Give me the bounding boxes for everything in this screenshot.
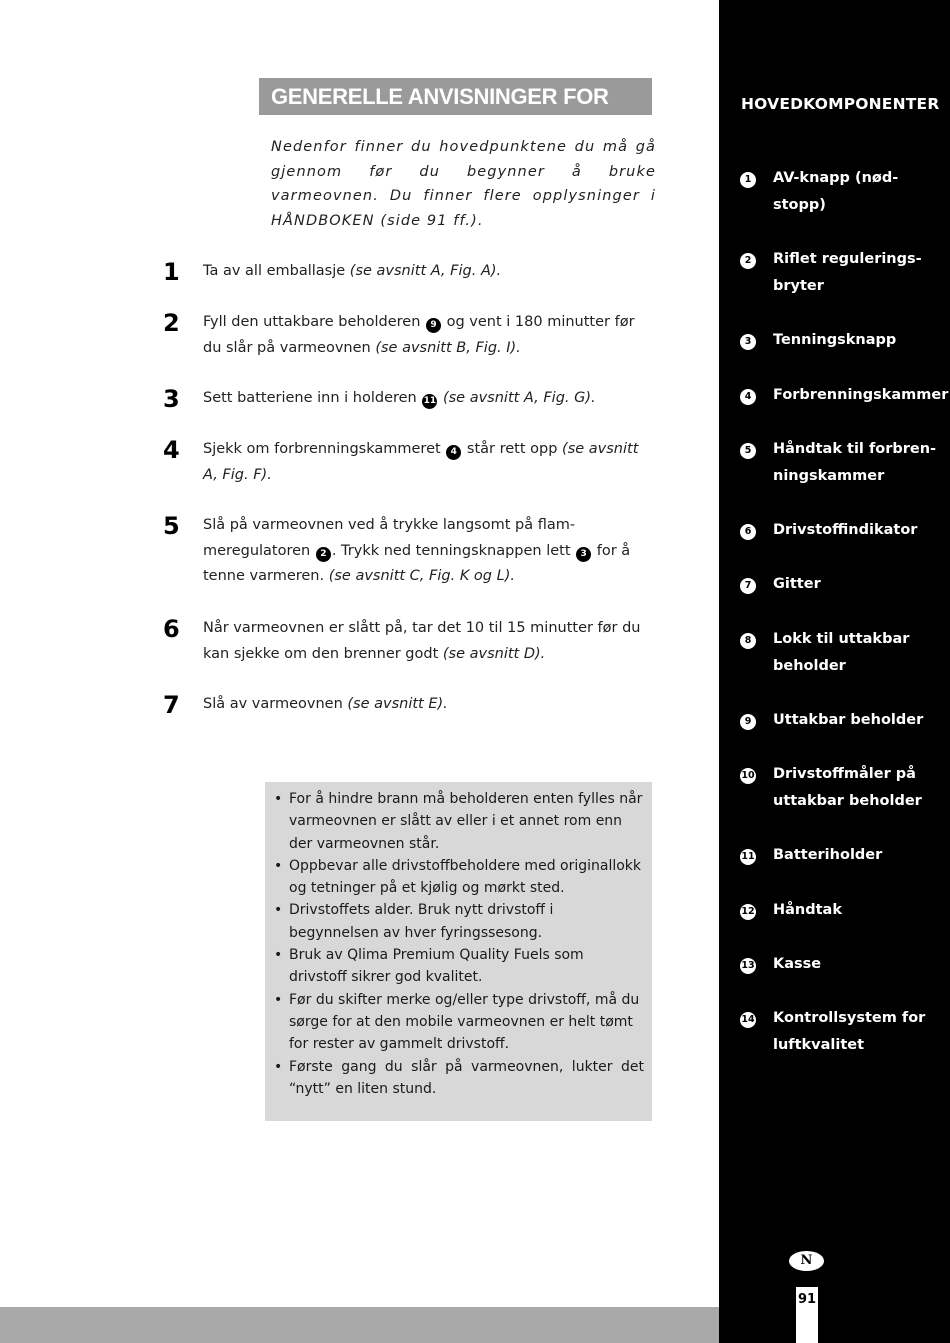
list-item (271, 944, 644, 989)
component-number-badge: 13 (740, 958, 756, 974)
step-number: 1 (163, 258, 180, 286)
step-text-part: Fyll den uttakbare beholderen (203, 314, 425, 330)
step-number: 7 (163, 691, 180, 719)
section-reference: (se avsnitt A, Fig. G). (442, 390, 596, 406)
section-reference: (se avsnitt B, Fig. I). (375, 339, 521, 356)
section-reference: (se avsnitt C, Fig. K og L). (328, 568, 515, 585)
step-text-part: Slå på varmeovnen ved å trykke langsomt på flam-meregulatoren (203, 517, 576, 559)
note-text: Første gang du slår på varmeovnen, lukter det “nytt” en liten stund. (289, 1058, 644, 1097)
component-number-badge: 5 (740, 443, 756, 459)
note-text: Før du skifter merke og/eller type drivstoff, må du sørge for at den mobile varmeovnen er helt tømt for rester av gammelt drivstoff. (289, 991, 640, 1053)
sidebar-heading: HOVEDKOMPONENTER (741, 95, 940, 113)
section-reference: (se avsnitt A, Fig. A). (349, 263, 502, 279)
component-number-badge: 3 (740, 334, 756, 350)
intro-paragraph: Nedenfor finner du hovedpunktene du må gå gjennom før du begynner å bruke varmeovnen. Du finner flere opplysninger i HÅNDBOKEN (side 91 ff.). (271, 139, 656, 229)
step-text-part: Slå av varmeovnen (203, 696, 348, 712)
component-number-badge: 7 (740, 578, 756, 594)
language-badge: N (789, 1251, 824, 1271)
section-reference: (se avsnitt A, Fig. F). (203, 441, 639, 483)
step-number: 4 (163, 436, 180, 464)
step-text-part: Når varmeovnen er slått på, tar det 10 til 15 minutter før du kan sjekke om den brenner godt (203, 620, 641, 662)
list-item (271, 1056, 644, 1101)
list-item (271, 899, 644, 944)
component-ref-badge: 9 (426, 318, 441, 333)
step-text (203, 437, 655, 488)
list-item (271, 788, 644, 855)
component-label: Drivstoffmåler på uttakbar beholder (773, 766, 922, 810)
step-text-part: Sett batteriene inn i holderen (203, 390, 422, 406)
step-text-part: for å tenne varmeren. (203, 542, 631, 585)
bullet-icon: • (274, 857, 283, 874)
component-label: Forbrenningskammer (773, 387, 949, 403)
step-text (203, 616, 655, 667)
component-number-badge: 8 (740, 633, 756, 649)
component-label: Batteriholder (773, 847, 883, 863)
note-text: Drivstoffets alder. Bruk nytt drivstoff i begynnelsen av hver fyringssesong. (289, 902, 554, 941)
section-reference: (se avsnitt E). (347, 696, 448, 712)
component-label: Uttakbar beholder (773, 712, 924, 728)
note-text: Bruk av Qlima Premium Quality Fuels som drivstoff sikrer god kvalitet. (289, 947, 584, 986)
component-label: Håndtak (773, 902, 842, 918)
step-text-part: står rett opp (462, 441, 563, 457)
step-text-part: Sjekk om forbrenningskammeret (203, 441, 446, 457)
step-text (203, 692, 655, 718)
component-label: Tenningsknapp (773, 332, 897, 348)
component-label: AV-knapp (nød-stopp) (773, 170, 899, 214)
step-text-part: . Trykk ned tenningsknappen lett (331, 542, 576, 559)
component-ref-badge: 2 (316, 547, 331, 562)
step-number: 5 (163, 512, 180, 540)
component-number-badge: 4 (740, 389, 756, 405)
section-reference: (se avsnitt D). (442, 645, 546, 662)
note-text: Oppbevar alle drivstoffbeholdere med originallokk og tetninger på et kjølig og mørkt sted. (289, 857, 642, 897)
component-ref-badge: 3 (576, 547, 591, 562)
component-label: Riflet regulerings-bryter (773, 251, 922, 295)
component-ref-badge: 11 (422, 394, 437, 409)
list-item (271, 855, 644, 900)
component-number-badge: 2 (740, 253, 756, 269)
component-label: Drivstoffindikator (773, 522, 918, 538)
step-text (203, 310, 655, 361)
component-ref-badge: 4 (446, 445, 461, 460)
step-text-part: og vent i 180 minutter før du slår på varmeovnen (203, 314, 635, 356)
bullet-icon: • (274, 991, 283, 1008)
bullet-icon: • (274, 1058, 283, 1075)
component-number-badge: 10 (740, 768, 756, 784)
page-title: GENERELLE ANVISNINGER FOR BRUK (259, 78, 652, 115)
step-number: 6 (163, 615, 180, 643)
component-label: Lokk til uttakbar beholder (773, 631, 910, 675)
step-number: 2 (163, 309, 180, 337)
bullet-icon: • (274, 902, 283, 919)
component-number-badge: 1 (740, 172, 756, 188)
page-number: 91 (796, 1287, 818, 1343)
component-number-badge: 9 (740, 714, 756, 730)
component-number-badge: 11 (740, 849, 756, 865)
step-text-part: Ta av all emballasje (203, 263, 350, 279)
component-number-badge: 12 (740, 904, 756, 920)
component-number-badge: 6 (740, 524, 756, 540)
component-number-badge: 14 (740, 1012, 756, 1028)
step-text (203, 513, 655, 590)
component-label: Håndtak til forbren-ningskammer (773, 441, 937, 485)
step-number: 3 (163, 385, 180, 413)
step-text (203, 259, 655, 285)
footer-bar (0, 1307, 719, 1343)
list-item (271, 989, 644, 1056)
component-label: Gitter (773, 576, 821, 592)
component-label: Kontrollsystem for luftkvalitet (773, 1010, 926, 1054)
component-label: Kasse (773, 956, 822, 972)
note-text: For å hindre brann må beholderen enten fylles når varmeovnen er slått av eller i et annet rom enn der varmeovnen står. (289, 791, 643, 852)
safety-notes-list (271, 788, 644, 1100)
bullet-icon: • (274, 947, 283, 964)
bullet-icon: • (274, 791, 283, 807)
safety-notes-box (265, 782, 652, 1121)
step-text (203, 386, 655, 412)
